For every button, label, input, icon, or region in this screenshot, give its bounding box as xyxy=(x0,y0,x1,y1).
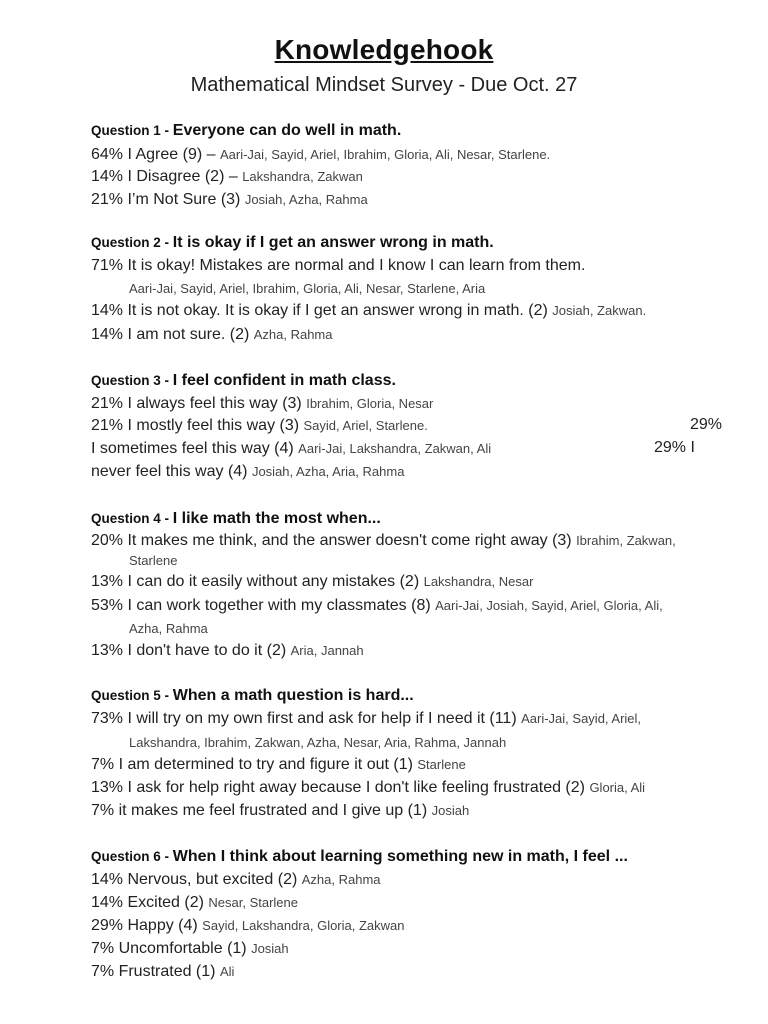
student-names: Lakshandra, Ibrahim, Zakwan, Azha, Nesar, Aria, Rahma, Jannah xyxy=(129,735,507,750)
student-names: Ibrahim, Gloria, Nesar xyxy=(306,396,434,411)
question-1-text: Everyone can do well in math. xyxy=(172,122,402,139)
question-5-label: Question 5 - xyxy=(91,688,173,703)
q2-answer-1-names xyxy=(129,279,485,299)
q4-answer-1-names-cont xyxy=(129,551,177,571)
answer-text: 14% It is not okay. It is okay if I get an answer wrong in math. (2) xyxy=(91,302,553,319)
question-3-label: Question 3 - xyxy=(91,373,173,388)
q5-answer-1-names-cont xyxy=(129,733,506,753)
q3-answer-4-percent: 29% I xyxy=(654,439,695,456)
student-names: Ali xyxy=(219,964,235,979)
q5-answer-2 xyxy=(91,755,466,775)
student-names: Ibrahim, Zakwan, xyxy=(576,533,676,548)
q4-answer-2 xyxy=(91,572,533,592)
q6-answer-4 xyxy=(91,939,289,959)
question-2-label: Question 2 - xyxy=(91,235,173,250)
answer-text: 20% It makes me think, and the answer doesn't come right away (3) xyxy=(91,532,577,549)
answer-text: 73% I will try on my own first and ask for help if I need it (11) xyxy=(91,710,522,727)
q6-answer-1 xyxy=(91,870,381,890)
question-4-text: I like math the most when... xyxy=(172,510,381,527)
q4-answer-3-names-cont xyxy=(129,619,208,639)
student-names: Sayid, Lakshandra, Gloria, Zakwan xyxy=(202,918,405,933)
q3-answer-3 xyxy=(91,439,491,459)
student-names: Gloria, Ali xyxy=(589,780,646,795)
student-names: Azha, Rahma xyxy=(129,621,208,636)
answer-text: 21% I always feel this way (3) xyxy=(91,395,307,412)
q3-answer-4 xyxy=(91,462,404,482)
question-5-text: When a math question is hard... xyxy=(172,687,414,704)
question-4-heading xyxy=(91,509,381,529)
question-5-heading xyxy=(91,686,414,706)
q3-answer-3-percent: 29% xyxy=(690,416,723,433)
answer-text: I sometimes feel this way (4) xyxy=(91,440,299,457)
answer-text: 14% Nervous, but excited (2) xyxy=(91,871,302,888)
student-names: Josiah, Zakwan. xyxy=(552,303,647,318)
answer-text: 7% I am determined to try and figure it out (1) xyxy=(91,756,418,773)
q4-answer-3 xyxy=(91,596,663,616)
student-names: Starlene xyxy=(129,553,178,568)
answer-text: 14% I am not sure. (2) xyxy=(91,326,254,343)
q6-answer-5 xyxy=(91,962,234,982)
q5-answer-4 xyxy=(91,801,469,821)
q1-answer-2 xyxy=(91,167,363,187)
answer-text: never feel this way (4) xyxy=(91,463,252,480)
answer-text: 7% it makes me feel frustrated and I give up (1) xyxy=(91,802,432,819)
student-names: Starlene xyxy=(417,757,466,772)
answer-text: 29% Happy (4) xyxy=(91,917,203,934)
student-names: Aari-Jai, Sayid, Ariel, Ibrahim, Gloria, Ali, Nesar, Starlene. xyxy=(219,147,551,162)
q1-answer-3 xyxy=(91,190,368,210)
q4-answer-4 xyxy=(91,641,364,661)
student-names: Azha, Rahma xyxy=(253,327,333,342)
answer-text: 21% I’m Not Sure (3) xyxy=(91,191,245,208)
answer-text: 53% I can work together with my classmates (8) xyxy=(91,597,436,614)
q2-answer-3 xyxy=(91,325,333,345)
question-6-heading xyxy=(91,847,628,867)
question-1-label: Question 1 - xyxy=(91,123,173,138)
student-names: Nesar, Starlene xyxy=(208,895,298,910)
answer-text: 71% It is okay! Mistakes are normal and I know I can learn from them. xyxy=(91,257,586,274)
student-names: Aari-Jai, Sayid, Ariel, Ibrahim, Gloria, Ali, Nesar, Starlene, Aria xyxy=(129,281,486,296)
answer-text: 13% I can do it easily without any mistakes (2) xyxy=(91,573,424,590)
student-names: Josiah xyxy=(431,803,470,818)
q3-answer-2 xyxy=(91,416,428,436)
question-1-heading xyxy=(91,121,401,141)
q1-answer-1 xyxy=(91,145,550,165)
answer-text: 21% I mostly feel this way (3) xyxy=(91,417,304,434)
question-4-label: Question 4 - xyxy=(91,511,173,526)
student-names: Josiah, Azha, Aria, Rahma xyxy=(251,464,405,479)
student-names: Aari-Jai, Lakshandra, Zakwan, Ali xyxy=(298,441,492,456)
question-3-text: I feel confident in math class. xyxy=(172,372,396,389)
student-names: Aari-Jai, Sayid, Ariel, xyxy=(521,711,642,726)
question-2-text: It is okay if I get an answer wrong in math. xyxy=(172,234,494,251)
q2-answer-1 xyxy=(91,256,585,276)
answer-text: 13% I ask for help right away because I don't like feeling frustrated (2) xyxy=(91,779,590,796)
answer-text: 7% Frustrated (1) xyxy=(91,963,220,980)
question-6-label: Question 6 - xyxy=(91,849,173,864)
q5-answer-3 xyxy=(91,778,645,798)
q4-answer-1 xyxy=(91,531,676,551)
student-names: Lakshandra, Nesar xyxy=(423,574,534,589)
student-names: Aria, Jannah xyxy=(290,643,364,658)
student-names: Aari-Jai, Josiah, Sayid, Ariel, Gloria, Ali, xyxy=(435,598,663,613)
question-2-heading xyxy=(91,233,494,253)
student-names: Josiah xyxy=(251,941,289,956)
document-subtitle: Mathematical Mindset Survey - Due Oct. 27 xyxy=(190,74,578,96)
student-names: Lakshandra, Zakwan xyxy=(242,169,363,184)
answer-text: 14% I Disagree (2) – xyxy=(91,168,243,185)
document-title: Knowledgehook xyxy=(274,34,494,65)
q6-answer-3 xyxy=(91,916,405,936)
student-names: Sayid, Ariel, Starlene. xyxy=(303,418,428,433)
answer-text: 13% I don't have to do it (2) xyxy=(91,642,291,659)
q3-answer-1 xyxy=(91,394,433,414)
answer-text: 7% Uncomfortable (1) xyxy=(91,940,252,957)
answer-text: 64% I Agree (9) – xyxy=(91,146,220,163)
q5-answer-1 xyxy=(91,709,641,729)
q6-answer-2 xyxy=(91,893,298,913)
question-3-heading xyxy=(91,371,396,391)
answer-text: 14% Excited (2) xyxy=(91,894,209,911)
student-names: Josiah, Azha, Rahma xyxy=(244,192,368,207)
q2-answer-2 xyxy=(91,301,646,321)
question-6-text: When I think about learning something new in math, I feel ... xyxy=(172,848,628,865)
student-names: Azha, Rahma xyxy=(301,872,381,887)
